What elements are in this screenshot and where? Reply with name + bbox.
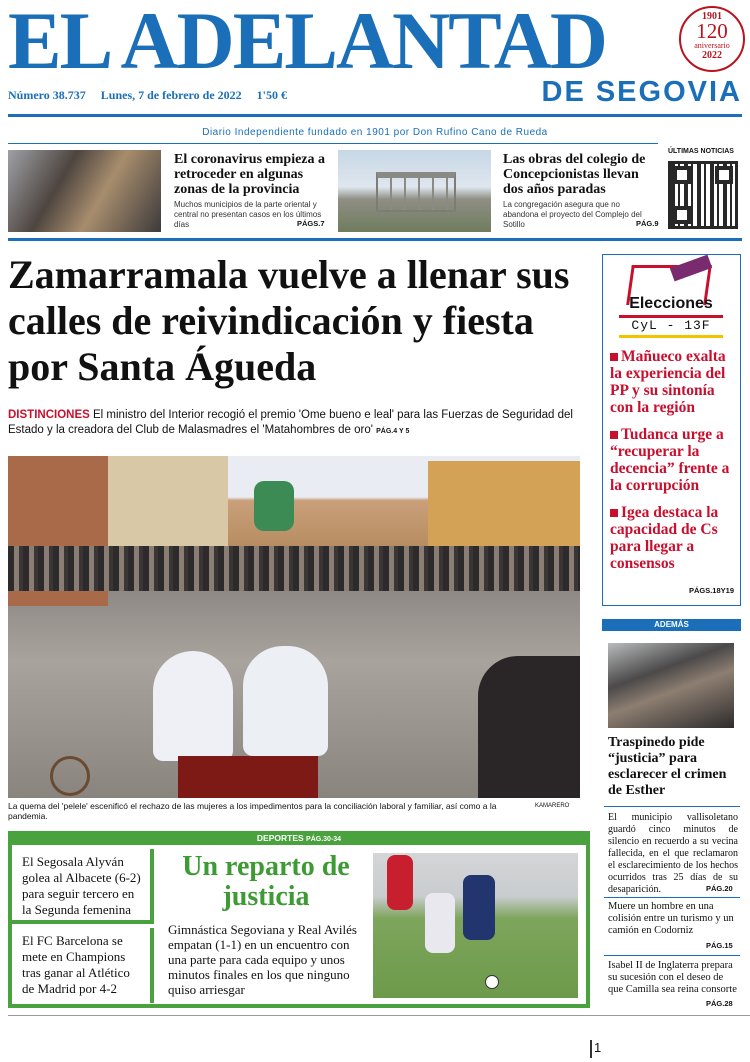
masthead-subtitle: DE SEGOVIA [541, 76, 742, 108]
divider [604, 806, 740, 807]
elections-box [602, 254, 741, 606]
lead-kicker: DISTINCIONES [8, 409, 90, 421]
qr-label: ÚLTIMAS NOTICIAS [668, 148, 734, 155]
masthead-title: EL ADELANTAD [8, 2, 606, 80]
sports-brief-2[interactable]: El FC Barcelona se mete en Champions tras ganar al Atlético de Madrid por 4-2 [12, 928, 154, 1003]
sports-photo [373, 853, 578, 998]
elections-list [610, 348, 738, 582]
lead-deck [8, 408, 588, 439]
teaser-2[interactable] [503, 152, 653, 230]
divider [8, 238, 742, 241]
issue-date: Lunes, 7 de febrero de 2022 [100, 88, 242, 102]
divider [604, 897, 740, 898]
ademas-label: ADEMÁS [602, 619, 741, 631]
seal-label: aniversario [694, 41, 730, 50]
sports-page: PÁG.30-34 [306, 836, 342, 843]
lead-caption: La quema del 'pelele' escenificó el rechazo de las mujeres a los impedimentos para la conciliación laboral y familiar, así como a la pandemia. [8, 801, 497, 821]
teaser-2-title: Las obras del colegio de Concepcionistas llevan dos años paradas [503, 152, 646, 197]
divider [604, 955, 740, 956]
elections-logo-title: Elecciones [629, 295, 713, 312]
ademas-page: PÁG.20 [706, 884, 733, 893]
issue-line [8, 88, 299, 103]
elections-logo [617, 261, 725, 339]
teaser-1-text: Muchos municipios de la parte oriental y central no presentan casos en los últimos días [174, 200, 322, 229]
ademas-title[interactable]: Traspinedo pide “justicia” para esclarecer el crimen de Esther [608, 735, 727, 798]
divider [8, 143, 658, 144]
tagline: Diario Independiente fundado en 1901 por Don Rufino Cano de Rueda [202, 127, 548, 138]
bottom-rule [8, 1015, 750, 1016]
teaser-1-page: PÁGS.7 [297, 219, 325, 228]
ademas-photo [608, 643, 734, 728]
lead-photo [8, 456, 580, 798]
teaser-1-title: El coronavirus empieza a retroceder en algunas zonas de la provincia [174, 152, 326, 197]
brief-1[interactable]: Muere un hombre en una colisión entre un turismo y un camión en Codorniz [608, 901, 734, 936]
teaser-2-text: La congregación asegura que no abandona el proyecto del Complejo del Sotillo [503, 200, 642, 229]
sports-header [8, 831, 590, 845]
brief-2[interactable]: Isabel II de Inglaterra prepara su sucesión con el deseo de que Camilla sea reina consorte [608, 960, 737, 995]
sports-text: Gimnástica Segoviana y Real Avilés empatan (1-1) en un encuentro con una parte para cada equipo y unos minutos finales en los que ninguno quiso arriesgar [168, 922, 357, 997]
lead-page: PÁG.4 Y 5 [376, 428, 410, 435]
page-marker: 1 [590, 1040, 602, 1058]
elections-item[interactable]: Igea destaca la capacidad de Cs para llegar a consensos [610, 504, 719, 572]
anniversary-seal [679, 6, 745, 72]
teaser-photo-crowd [8, 150, 161, 232]
ademas-text: El municipio vallisoletano guardó cinco minutos de silencio en recuerdo a su vecina fallecida, en el que reclamaron el esclarecimiento de los hechos ocurridos tras 25 días de su desaparición. [608, 812, 738, 895]
brief-1-page: PÁG.15 [706, 941, 733, 950]
sports-label: DEPORTES [256, 833, 304, 843]
lead-headline: Zamarramala vuelve a llenar sus calles de reivindicación y fiesta por Santa Águeda [8, 252, 570, 389]
qr-code[interactable] [668, 161, 738, 229]
teaser-photo-building [338, 150, 491, 232]
seal-number: 120 [696, 19, 728, 43]
elections-logo-sub: CyL - 13F [631, 318, 711, 333]
lead-deck-text: El ministro del Interior recogió el premio 'Ome bueno e leal' para las Fuerzas de Seguridad del Estado y la creadora del Club de Malasmadres el 'Matahombres de oro' [8, 409, 573, 436]
teaser-2-page: PÁG.9 [636, 219, 659, 228]
brief-2-page: PÁG.28 [706, 999, 733, 1008]
seal-year-end: 2022 [702, 50, 722, 61]
elections-page: PÁGS.18Y19 [688, 586, 734, 595]
seal-year-start: 1901 [702, 11, 722, 22]
sports-brief-1[interactable]: El Segosala Alyván golea al Albacete (6-2) para seguir tercero en la Segunda femenina [12, 849, 154, 924]
issue-price: 1'50 € [256, 88, 288, 102]
elections-item[interactable]: Mañueco exalta la experiencia del PP y su sintonía con la región [610, 348, 726, 416]
issue-number: Número 38.737 [8, 88, 86, 102]
elections-item[interactable]: Tudanca urge a “recuperar la decencia” frente a la corrupción [610, 426, 730, 494]
sports-headline: Un reparto de justicia [182, 851, 350, 912]
masthead-rule [8, 114, 742, 117]
lead-photo-credit: KAMARERO [535, 803, 570, 809]
